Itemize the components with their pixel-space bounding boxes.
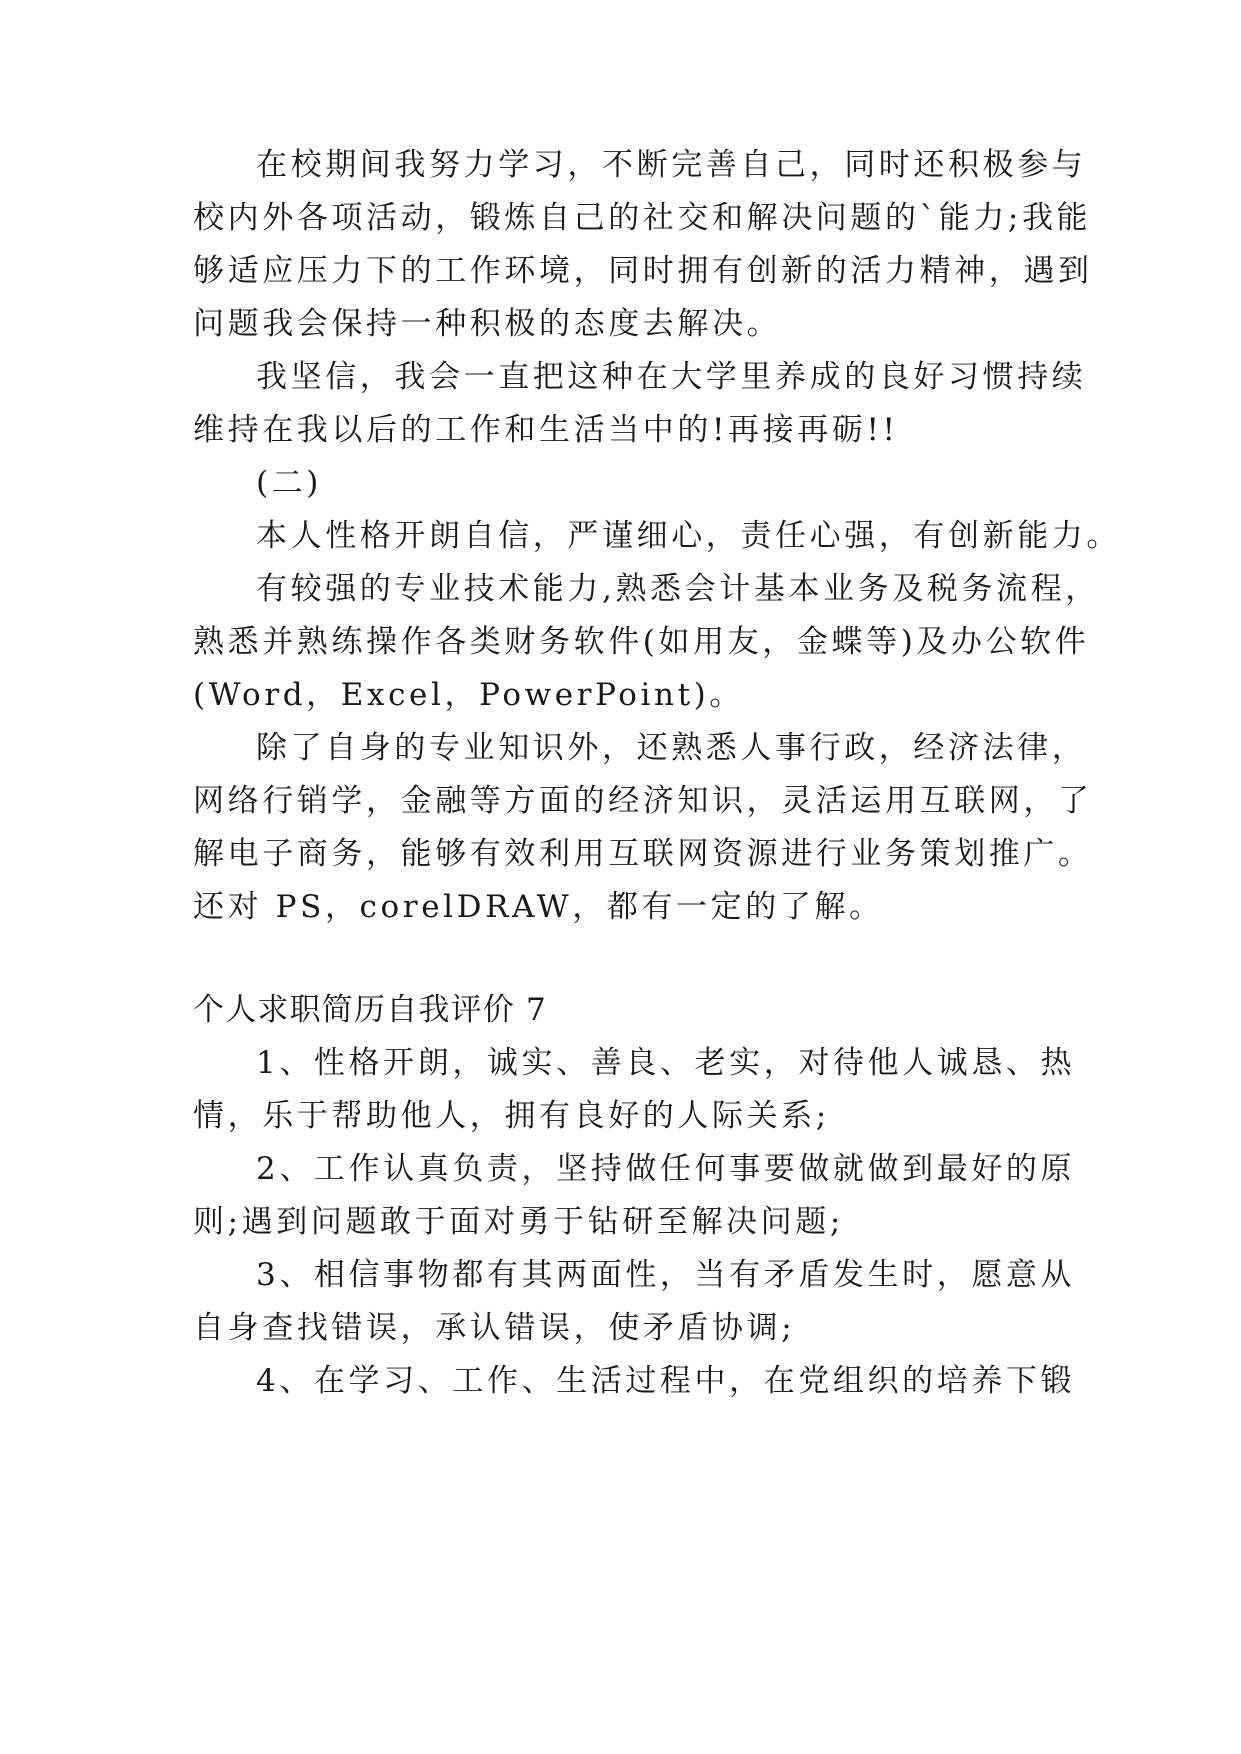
list-item-line: 1、性格开朗，诚实、善良、老实，对待他人诚恳、热 (256, 1045, 1076, 1081)
paragraph-line: 在校期间我努力学习，不断完善自己，同时还积极参与 (256, 147, 1087, 183)
paragraph-line: 除了自身的专业知识外，还熟悉人事行政，经济法律， (256, 730, 1087, 766)
paragraph-line: 有较强的专业技术能力,熟悉会计基本业务及税务流程， (256, 571, 1100, 607)
paragraph-line: (Word，Excel，PowerPoint)。 (193, 677, 744, 713)
list-item-line: 情，乐于帮助他人，拥有良好的人际关系; (193, 1098, 830, 1134)
paragraph-line: 本人性格开朗自信，严谨细心，责任心强，有创新能力。 (256, 518, 1121, 554)
paragraph-line: 还对 PS，corelDRAW，都有一定的了解。 (193, 889, 884, 925)
list-item-line: 则;遇到问题敢于面对勇于钻研至解决问题; (193, 1204, 844, 1240)
list-item-line: 4、在学习、工作、生活过程中，在党组织的培养下锻 (256, 1363, 1076, 1399)
paragraph-line: 解电子商务，能够有效利用互联网资源进行业务策划推广。 (193, 836, 1093, 872)
section-number: (二) (256, 465, 322, 501)
paragraph-line: 熟悉并熟练操作各类财务软件(如用友，金蝶等)及办公软件 (193, 624, 1090, 660)
paragraph-line: 维持在我以后的工作和生活当中的!再接再砺!! (193, 412, 899, 448)
list-item-line: 2、工作认真负责，坚持做任何事要做就做到最好的原 (256, 1151, 1076, 1187)
paragraph-line: 够适应压力下的工作环境，同时拥有创新的活力精神，遇到 (193, 253, 1093, 289)
paragraph-line: 网络行销学，金融等方面的经济知识，灵活运用互联网，了 (193, 783, 1093, 819)
paragraph-line: 我坚信，我会一直把这种在大学里养成的良好习惯持续 (256, 359, 1087, 395)
paragraph-line: 校内外各项活动，锻炼自己的社交和解决问题的`能力;我能 (193, 200, 1092, 236)
list-item-line: 3、相信事物都有其两面性，当有矛盾发生时，愿意从 (256, 1257, 1076, 1293)
list-item-line: 自身查找错误，承认错误，使矛盾协调; (193, 1310, 796, 1346)
section-heading: 个人求职简历自我评价 7 (193, 992, 547, 1028)
paragraph-line: 问题我会保持一种积极的态度去解决。 (193, 306, 782, 342)
